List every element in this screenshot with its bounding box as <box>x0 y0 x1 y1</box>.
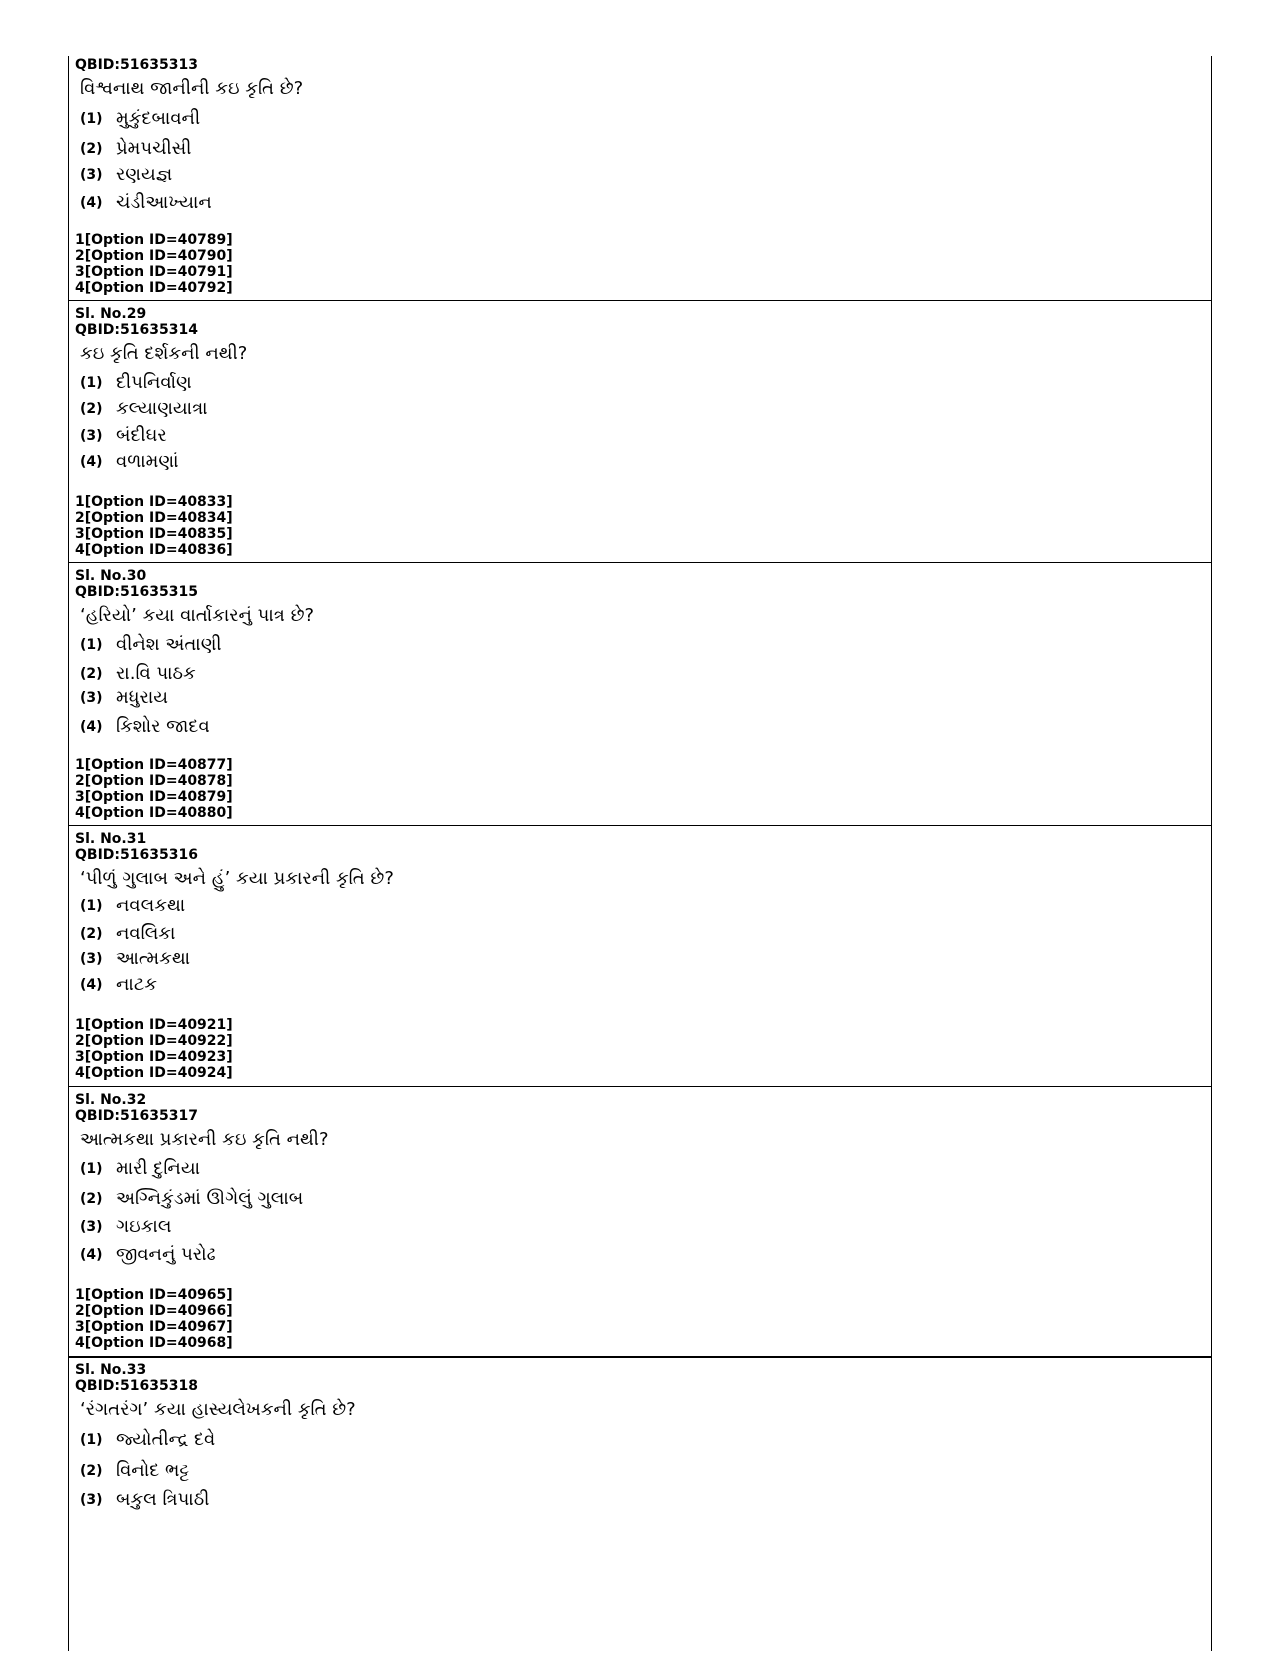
option-id: 2[Option ID=40834] <box>75 510 233 526</box>
option-id-list <box>75 1287 233 1351</box>
option-id: 3[Option ID=40791] <box>75 264 233 280</box>
serial-number: Sl. No.33 <box>75 1362 147 1378</box>
option-id: 4[Option ID=40880] <box>75 805 233 821</box>
option-number: (2) <box>80 925 103 942</box>
option-text: કિશોર જાદવ <box>116 716 210 737</box>
option-2 <box>80 923 175 949</box>
option-2 <box>80 1460 189 1486</box>
option-text: રણયજ્ઞ <box>116 164 173 185</box>
option-id: 2[Option ID=40878] <box>75 773 233 789</box>
option-4 <box>80 1244 216 1270</box>
option-1 <box>80 108 200 134</box>
option-text: ચંડીઆખ્યાન <box>116 192 212 213</box>
option-number: (4) <box>80 976 103 993</box>
option-id: 1[Option ID=40965] <box>75 1287 233 1303</box>
option-number: (1) <box>80 110 103 127</box>
option-4 <box>80 451 178 477</box>
option-id: 1[Option ID=40877] <box>75 757 233 773</box>
option-number: (3) <box>80 1491 103 1508</box>
option-1 <box>80 895 185 921</box>
option-text: દીપનિર્વાણ <box>116 372 192 393</box>
option-1 <box>80 634 222 660</box>
option-text: વિનોદ ભટ્ટ <box>116 1460 190 1481</box>
option-text: રા.વિ પાઠક <box>116 663 196 684</box>
option-id: 3[Option ID=40923] <box>75 1049 233 1065</box>
option-text: મુકુંદબાવની <box>116 108 201 129</box>
serial-number: Sl. No.30 <box>75 568 147 584</box>
question-block-33 <box>69 1356 1211 1653</box>
option-id-list <box>75 494 233 558</box>
option-3 <box>80 1216 171 1242</box>
option-id: 2[Option ID=40966] <box>75 1303 233 1319</box>
option-text: વીનેશ અંતાણી <box>116 634 222 655</box>
qbid-label: QBID:51635317 <box>75 1108 198 1124</box>
qbid-label: QBID:51635314 <box>75 322 198 338</box>
option-text: નવલિકા <box>116 923 176 944</box>
option-3 <box>80 1489 209 1515</box>
option-text: વળામણાં <box>116 451 179 472</box>
option-2 <box>80 398 208 424</box>
option-number: (1) <box>80 374 103 391</box>
option-id-list <box>75 232 233 296</box>
question-block-31 <box>69 825 1211 1087</box>
option-number: (4) <box>80 194 103 211</box>
question-text: ‘પીળું ગુલાબ અને હું’ કયા પ્રકારની કૃતિ છે? <box>80 868 394 889</box>
option-number: (3) <box>80 427 103 444</box>
option-2 <box>80 138 191 164</box>
option-id: 3[Option ID=40879] <box>75 789 233 805</box>
qbid-label: QBID:51635318 <box>75 1378 198 1394</box>
option-1 <box>80 372 192 398</box>
question-block-28 <box>69 56 1211 300</box>
option-text: જીવનનું પરોઢ <box>116 1244 216 1265</box>
option-text: આત્મકથા <box>116 948 191 969</box>
option-id: 4[Option ID=40924] <box>75 1065 233 1081</box>
option-3 <box>80 948 190 974</box>
option-id: 2[Option ID=40922] <box>75 1033 233 1049</box>
question-text: કઇ કૃતિ દર્શકની નથી? <box>80 343 248 364</box>
option-1 <box>80 1429 215 1455</box>
option-number: (4) <box>80 453 103 470</box>
option-4 <box>80 192 212 218</box>
serial-number: Sl. No.31 <box>75 831 147 847</box>
option-text: મધુરાય <box>116 687 168 708</box>
option-1 <box>80 1158 200 1184</box>
option-number: (1) <box>80 897 103 914</box>
option-text: બકુલ ત્રિપાઠી <box>116 1489 210 1510</box>
option-number: (3) <box>80 950 103 967</box>
option-number: (4) <box>80 1246 103 1263</box>
option-id-list <box>75 1017 233 1081</box>
question-text: વિશ્વનાથ જાનીની કઇ કૃતિ છે? <box>80 78 304 99</box>
option-text: બંદીઘર <box>116 425 167 446</box>
question-block-29 <box>69 300 1211 563</box>
option-number: (2) <box>80 400 103 417</box>
option-text: ગઇકાલ <box>116 1216 172 1237</box>
option-number: (3) <box>80 166 103 183</box>
option-4 <box>80 716 210 742</box>
option-number: (3) <box>80 1218 103 1235</box>
option-3 <box>80 687 168 713</box>
qbid-label: QBID:51635316 <box>75 847 198 863</box>
option-text: કલ્યાણયાત્રા <box>116 398 208 419</box>
option-4 <box>80 974 157 1000</box>
option-2 <box>80 1188 303 1214</box>
option-id: 1[Option ID=40789] <box>75 232 233 248</box>
option-id: 1[Option ID=40921] <box>75 1017 233 1033</box>
option-id-list <box>75 757 233 821</box>
option-number: (1) <box>80 636 103 653</box>
option-number: (2) <box>80 140 103 157</box>
option-id: 4[Option ID=40968] <box>75 1335 233 1351</box>
qbid-label: QBID:51635315 <box>75 584 198 600</box>
option-text: નવલકથા <box>116 895 186 916</box>
option-number: (2) <box>80 1190 103 1207</box>
question-paper-page <box>68 56 1212 1651</box>
question-text: ‘હરિયો’ કયા વાર્તાકારનું પાત્ર છે? <box>80 605 315 626</box>
question-text: ‘રંગતરંગ’ કયા હાસ્યલેખકની કૃતિ છે? <box>80 1399 356 1420</box>
option-text: મારી દુનિયા <box>116 1158 200 1179</box>
option-text: અગ્નિકુંડમાં ઊગેલું ગુલાબ <box>116 1188 304 1209</box>
option-id: 1[Option ID=40833] <box>75 494 233 510</box>
option-number: (1) <box>80 1431 103 1448</box>
option-3 <box>80 425 167 451</box>
option-id: 2[Option ID=40790] <box>75 248 233 264</box>
option-number: (2) <box>80 665 103 682</box>
question-block-30 <box>69 562 1211 826</box>
option-number: (1) <box>80 1160 103 1177</box>
option-number: (4) <box>80 718 103 735</box>
option-number: (2) <box>80 1462 103 1479</box>
option-id: 4[Option ID=40792] <box>75 280 233 296</box>
serial-number: Sl. No.29 <box>75 306 147 322</box>
option-id: 3[Option ID=40835] <box>75 526 233 542</box>
option-number: (3) <box>80 689 103 706</box>
question-text: આત્મકથા પ્રકારની કઇ કૃતિ નથી? <box>80 1129 329 1150</box>
option-text: જ્યોતીન્દ્ર દવે <box>116 1429 216 1450</box>
serial-number: Sl. No.32 <box>75 1092 147 1108</box>
option-3 <box>80 164 172 190</box>
option-2 <box>80 663 196 689</box>
option-id: 3[Option ID=40967] <box>75 1319 233 1335</box>
qbid-label: QBID:51635313 <box>75 57 198 73</box>
question-block-32 <box>69 1086 1211 1357</box>
option-text: નાટક <box>116 974 158 995</box>
option-id: 4[Option ID=40836] <box>75 542 233 558</box>
option-text: પ્રેમપચીસી <box>116 138 192 159</box>
